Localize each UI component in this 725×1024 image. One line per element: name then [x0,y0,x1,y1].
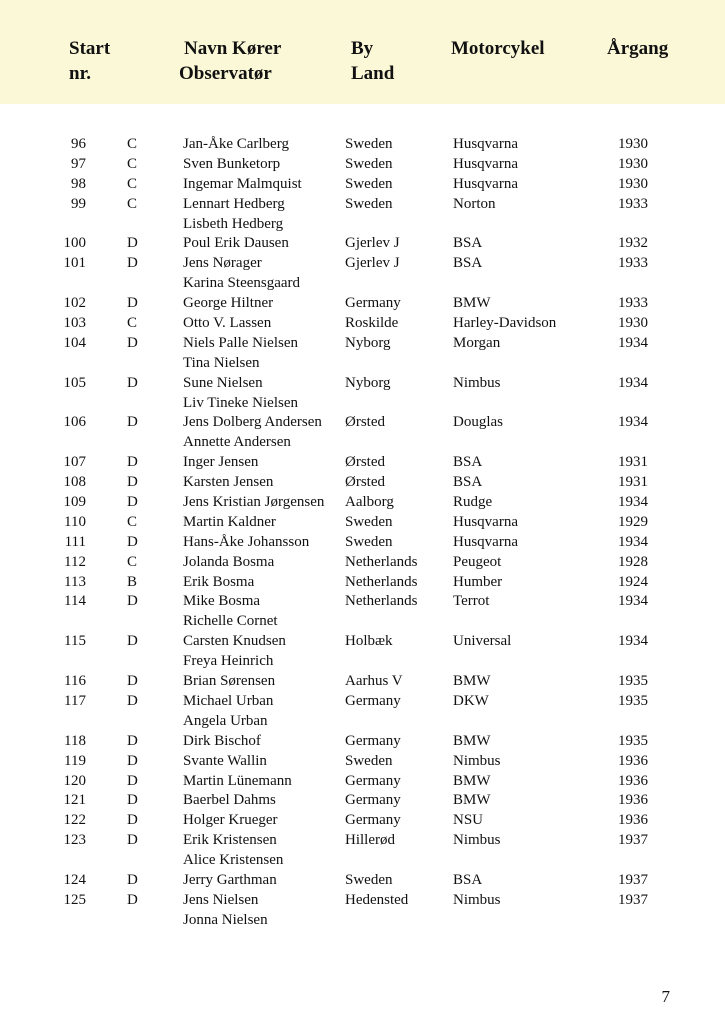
name-cell: Jens Dolberg Andersen [183,414,322,431]
header-start: Start [69,38,111,59]
class-cell: D [127,752,138,769]
year-cell: 1933 [618,255,648,272]
motorcycle-cell: BMW [453,295,491,312]
name-cell: Karsten Jensen [183,474,274,491]
start-number: 106 [63,414,86,431]
header-band [0,0,725,104]
table-row [0,592,725,612]
city-cell: Germany [345,792,401,809]
year-cell: 1936 [618,752,648,769]
table-row [0,772,725,792]
year-cell: 1930 [618,315,648,332]
start-number: 111 [64,533,86,550]
motorcycle-cell: Norton [453,195,496,212]
year-cell: 1934 [618,494,648,511]
table-row [0,473,725,493]
name-cell: Jens Nørager [183,255,262,272]
city-cell: Ørsted [345,454,385,471]
city-cell: Nyborg [345,334,391,351]
motorcycle-cell: Nimbus [453,891,501,908]
year-cell: 1924 [618,573,648,590]
name-cell: Lennart Hedberg [183,195,285,212]
year-cell: 1932 [618,235,648,252]
motorcycle-cell: Nimbus [453,752,501,769]
city-cell: Ørsted [345,474,385,491]
class-cell: C [127,513,138,530]
class-cell: D [127,871,138,888]
motorcycle-cell: Terrot [453,593,490,610]
class-cell: D [127,494,138,511]
city-cell: Sweden [345,513,393,530]
name-cell: Jan-Åke Carlberg [183,136,289,152]
start-number: 107 [63,454,86,471]
motorcycle-cell: BSA [453,255,483,272]
class-cell: D [127,832,138,849]
year-cell: 1929 [618,513,648,530]
motorcycle-cell: BSA [453,454,483,471]
table-row [0,672,725,692]
motorcycle-cell: Douglas [453,414,503,431]
table-row [0,513,725,533]
class-cell: D [127,673,138,690]
motorcycle-cell: BMW [453,732,491,749]
start-number: 117 [64,692,86,709]
table-row [0,294,725,314]
table-row [0,413,725,433]
table-row [0,215,725,235]
motorcycle-cell: BSA [453,871,483,888]
class-cell: D [127,414,138,431]
year-cell: 1936 [618,772,648,789]
name-cell: Martin Lünemann [183,772,292,789]
start-number: 97 [71,155,86,172]
name-cell: Mike Bosma [183,593,261,610]
class-cell: D [127,255,138,272]
start-number: 101 [63,255,86,272]
table-row [0,234,725,254]
city-cell: Hedensted [345,891,409,908]
table-row [0,891,725,911]
table-row [0,632,725,652]
start-number: 114 [64,593,86,610]
city-cell: Hillerød [345,832,395,849]
motorcycle-cell: BMW [453,792,491,809]
start-number: 120 [63,772,86,789]
name-cell: Niels Palle Nielsen [183,334,298,351]
start-number: 104 [63,334,86,351]
start-number: 119 [64,752,86,769]
table-row [0,533,725,553]
class-cell: C [127,155,138,172]
name-cell: George Hiltner [183,295,274,312]
city-cell: Germany [345,732,401,749]
class-cell: C [127,136,138,152]
name-cell: Sven Bunketorp [183,155,281,172]
start-number: 99 [71,195,86,212]
table-row [0,254,725,274]
city-cell: Gjerlev J [345,255,400,272]
city-cell: Netherlands [345,593,418,610]
motorcycle-cell: Harley-Davidson [453,315,557,332]
name-cell: Jens Kristian Jørgensen [183,494,325,511]
name-cell: Jerry Garthman [183,871,277,888]
year-cell: 1933 [618,295,648,312]
table-row [0,851,725,871]
year-cell: 1937 [618,891,648,908]
motorcycle-cell: Husqvarna [453,136,518,152]
class-cell: D [127,334,138,351]
header-motorcykel: Motorcykel [451,38,545,59]
name-cell: Richelle Cornet [183,613,278,630]
table-row [0,811,725,831]
year-cell: 1934 [618,593,648,610]
name-cell: Holger Krueger [183,812,278,829]
city-cell: Ørsted [345,414,385,431]
class-cell: D [127,454,138,471]
start-number: 115 [64,633,86,650]
motorcycle-cell: Nimbus [453,374,501,391]
start-number: 103 [63,315,86,332]
year-cell: 1928 [618,553,648,570]
class-cell: D [127,812,138,829]
table-row [0,314,725,334]
class-cell: D [127,374,138,391]
table-row [0,911,725,931]
name-cell: Jens Nielsen [183,891,259,908]
start-number: 108 [63,474,86,491]
start-number: 110 [64,513,86,530]
motorcycle-cell: Husqvarna [453,533,518,550]
year-cell: 1934 [618,633,648,650]
city-cell: Roskilde [345,315,399,332]
city-cell: Germany [345,295,401,312]
name-cell: Ingemar Malmquist [183,175,302,192]
table-row [0,791,725,811]
table-row [0,831,725,851]
table-row [0,573,725,593]
header-nr: nr. [69,63,92,84]
name-cell: Jolanda Bosma [183,553,275,570]
name-cell: Inger Jensen [183,454,259,471]
name-cell: Sune Nielsen [183,374,263,391]
motorcycle-cell: Morgan [453,334,501,351]
table-row [0,871,725,891]
entry-list [0,135,725,931]
class-cell: C [127,195,138,212]
class-cell: D [127,474,138,491]
table-row [0,652,725,672]
start-number: 124 [63,871,86,888]
header-by: By [351,38,374,59]
start-number: 121 [63,792,86,809]
name-cell: Otto V. Lassen [183,315,272,332]
table-row [0,433,725,453]
city-cell: Sweden [345,752,393,769]
start-number: 125 [63,891,86,908]
table-row [0,334,725,354]
name-cell: Jonna Nielsen [183,911,268,928]
start-number: 122 [63,812,86,829]
year-cell: 1937 [618,832,648,849]
class-cell: D [127,692,138,709]
table-row [0,493,725,513]
year-cell: 1934 [618,533,648,550]
city-cell: Aalborg [345,494,394,511]
motorcycle-cell: Universal [453,633,512,650]
table-row [0,394,725,414]
table-row [0,752,725,772]
class-cell: D [127,732,138,749]
year-cell: 1934 [618,334,648,351]
city-cell: Sweden [345,533,393,550]
table-row [0,732,725,752]
motorcycle-cell: Nimbus [453,832,501,849]
start-number: 118 [64,732,86,749]
name-cell: Svante Wallin [183,752,267,769]
year-cell: 1936 [618,792,648,809]
table-row [0,354,725,374]
name-cell: Lisbeth Hedberg [183,215,284,232]
motorcycle-cell: DKW [453,692,489,709]
table-row [0,274,725,294]
year-cell: 1930 [618,155,648,172]
motorcycle-cell: Peugeot [453,553,502,570]
motorcycle-cell: NSU [453,812,484,829]
city-cell: Germany [345,812,401,829]
city-cell: Germany [345,692,401,709]
motorcycle-cell: BMW [453,673,491,690]
year-cell: 1933 [618,195,648,212]
table-row [0,195,725,215]
class-cell: C [127,315,138,332]
start-number: 102 [63,295,86,312]
name-cell: Baerbel Dahms [183,792,276,809]
motorcycle-cell: BSA [453,235,483,252]
name-cell: Dirk Bischof [183,732,261,749]
city-cell: Sweden [345,155,393,172]
header-observator: Observatør [179,63,272,84]
start-number: 96 [71,136,86,152]
year-cell: 1935 [618,673,648,690]
year-cell: 1937 [618,871,648,888]
name-cell: Erik Bosma [183,573,255,590]
motorcycle-cell: Husqvarna [453,175,518,192]
header-navn-korer: Navn Kører [184,38,282,59]
class-cell: D [127,792,138,809]
class-cell: D [127,593,138,610]
city-cell: Nyborg [345,374,391,391]
table-row [0,612,725,632]
city-cell: Holbæk [345,633,393,650]
page-number: 7 [661,987,670,1006]
start-number: 123 [63,832,86,849]
motorcycle-cell: BSA [453,474,483,491]
start-number: 113 [64,573,86,590]
year-cell: 1935 [618,732,648,749]
table-row [0,453,725,473]
name-cell: Freya Heinrich [183,653,274,670]
year-cell: 1936 [618,812,648,829]
city-cell: Sweden [345,136,393,152]
header-argang: Årgang [607,38,669,59]
class-cell: B [127,573,138,590]
start-number: 112 [64,553,86,570]
class-cell: D [127,633,138,650]
name-cell: Liv Tineke Nielsen [183,394,298,411]
city-cell: Sweden [345,195,393,212]
name-cell: Carsten Knudsen [183,633,286,650]
table-row [0,155,725,175]
class-cell: D [127,235,138,252]
name-cell: Poul Erik Dausen [183,235,289,252]
name-cell: Alice Kristensen [183,852,284,869]
start-number: 105 [63,374,86,391]
year-cell: 1930 [618,136,648,152]
start-number: 100 [63,235,86,252]
motorcycle-cell: Husqvarna [453,513,518,530]
name-cell: Annette Andersen [183,434,291,451]
class-cell: D [127,295,138,312]
city-cell: Sweden [345,871,393,888]
table-row [0,175,725,195]
class-cell: D [127,533,138,550]
class-cell: D [127,772,138,789]
header-land: Land [351,63,395,84]
year-cell: 1934 [618,414,648,431]
class-cell: D [127,891,138,908]
start-number: 98 [71,175,86,192]
table-row [0,553,725,573]
city-cell: Sweden [345,175,393,192]
city-cell: Gjerlev J [345,235,400,252]
name-cell: Tina Nielsen [183,354,260,371]
table-row [0,712,725,732]
name-cell: Michael Urban [183,692,274,709]
class-cell: C [127,175,138,192]
table-row [0,135,725,155]
year-cell: 1935 [618,692,648,709]
name-cell: Angela Urban [183,712,268,729]
motorcycle-cell: Humber [453,573,503,590]
name-cell: Hans-Åke Johansson [183,533,310,550]
year-cell: 1930 [618,175,648,192]
year-cell: 1934 [618,374,648,391]
table-row [0,374,725,394]
city-cell: Germany [345,772,401,789]
city-cell: Aarhus V [345,673,403,690]
city-cell: Netherlands [345,553,418,570]
table-row [0,692,725,712]
start-number: 109 [63,494,86,511]
name-cell: Karina Steensgaard [183,275,301,292]
motorcycle-cell: Husqvarna [453,155,518,172]
start-number: 116 [64,673,86,690]
class-cell: C [127,553,138,570]
year-cell: 1931 [618,474,648,491]
city-cell: Netherlands [345,573,418,590]
motorcycle-cell: Rudge [453,494,493,511]
year-cell: 1931 [618,454,648,471]
name-cell: Erik Kristensen [183,832,277,849]
name-cell: Brian Sørensen [183,673,276,690]
motorcycle-cell: BMW [453,772,491,789]
name-cell: Martin Kaldner [183,513,276,530]
